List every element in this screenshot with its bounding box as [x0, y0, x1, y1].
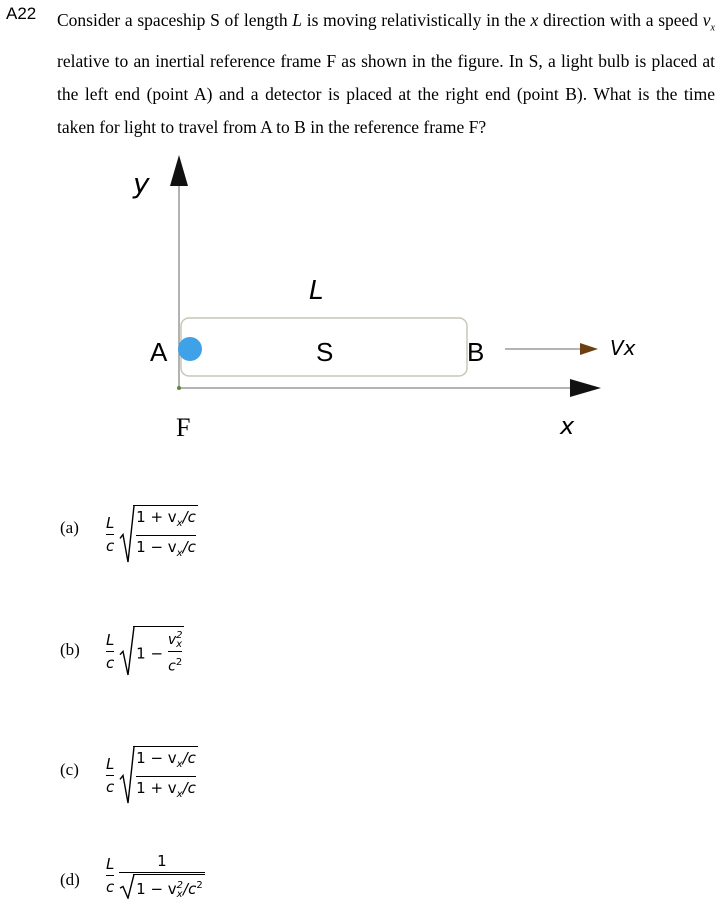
var-L: L	[292, 10, 303, 30]
question-text-part: direction with a speed	[538, 10, 703, 30]
option-d-sqrt: 1 − v 2 x $/c^2$	[119, 874, 205, 899]
option-b-c: c	[106, 653, 115, 672]
var-v: v	[702, 10, 711, 30]
velocity-arrowhead	[580, 343, 598, 355]
option-d-expression	[106, 851, 205, 899]
option-a-l-over-c	[106, 513, 114, 556]
option-b-v: v	[167, 632, 177, 648]
option-d-L: L	[106, 854, 115, 873]
spaceship-figure	[0, 130, 718, 440]
option-c-denominator: 1 + v	[136, 779, 177, 797]
option-a-expression	[106, 505, 198, 564]
light-bulb-icon	[178, 337, 202, 361]
point-b-label: B	[467, 337, 485, 367]
frame-label: F	[176, 413, 191, 440]
option-b-sqrt: 1 − v 2 x $c^2$	[119, 626, 184, 677]
option-b-l-over-c	[106, 630, 114, 673]
y-axis-label: y	[133, 167, 150, 200]
option-d-c: c	[106, 877, 115, 896]
radical-sign	[119, 874, 135, 899]
radical-sign	[119, 746, 135, 805]
option-b-c-squared: c	[168, 658, 176, 675]
option-c-L: L	[106, 755, 115, 773]
option-a-denominator: 1 − v	[136, 538, 177, 556]
question-text-part: Consider a spaceship S of length	[57, 10, 293, 30]
option-b-one-minus: 1 −	[136, 644, 164, 663]
velocity-label: Vx	[610, 336, 636, 360]
option-c-expression	[106, 746, 198, 805]
var-v-subscript: x	[710, 22, 715, 34]
origin-dot	[177, 386, 181, 390]
option-c-numerator: 1 − v	[136, 749, 177, 767]
option-c-sqrt: $\frac{1 - v_x/c}{1 + v_x/c}$	[119, 746, 198, 805]
point-a-label: A	[150, 337, 168, 367]
question-number: A22	[6, 4, 37, 23]
option-a-L: L	[106, 514, 115, 532]
length-label: L	[309, 276, 324, 306]
radical-sign	[119, 505, 135, 564]
option-c-l-over-c	[106, 754, 114, 797]
option-d-numerator: 1	[157, 852, 167, 870]
ship-label: S	[316, 337, 334, 367]
question-text	[57, 4, 715, 144]
option-b-expression	[106, 626, 184, 677]
y-axis-arrowhead	[170, 155, 188, 186]
option-a-numerator: 1 + v	[136, 508, 177, 526]
question-text-part: is moving relativistically in the	[302, 10, 531, 30]
var-x: x	[530, 10, 539, 30]
option-c-label: (c)	[60, 760, 79, 779]
option-a-c: c	[106, 537, 115, 555]
option-b-label: (b)	[60, 640, 80, 659]
x-axis-arrowhead	[570, 379, 601, 397]
option-d-one-minus: 1 − v	[136, 880, 177, 898]
x-axis-label: x	[560, 412, 575, 440]
option-d-l-over-c	[106, 854, 114, 897]
option-b-L: L	[106, 630, 115, 649]
option-a-label: (a)	[60, 518, 79, 537]
option-d-label: (d)	[60, 870, 80, 889]
radical-sign	[119, 626, 135, 677]
question-text-part: relative to an inertial reference frame F as shown in the figure. In S, a light bulb is placed at the left end (point A) and a detector is placed at the right end (point B). What is the time taken for light to travel from A to B in the reference frame F?	[57, 50, 715, 137]
option-c-c: c	[106, 778, 115, 796]
option-a-sqrt: $\frac{1 + v_x/c}{1 - v_x/c}$	[119, 505, 198, 564]
option-d-fraction	[119, 851, 205, 899]
